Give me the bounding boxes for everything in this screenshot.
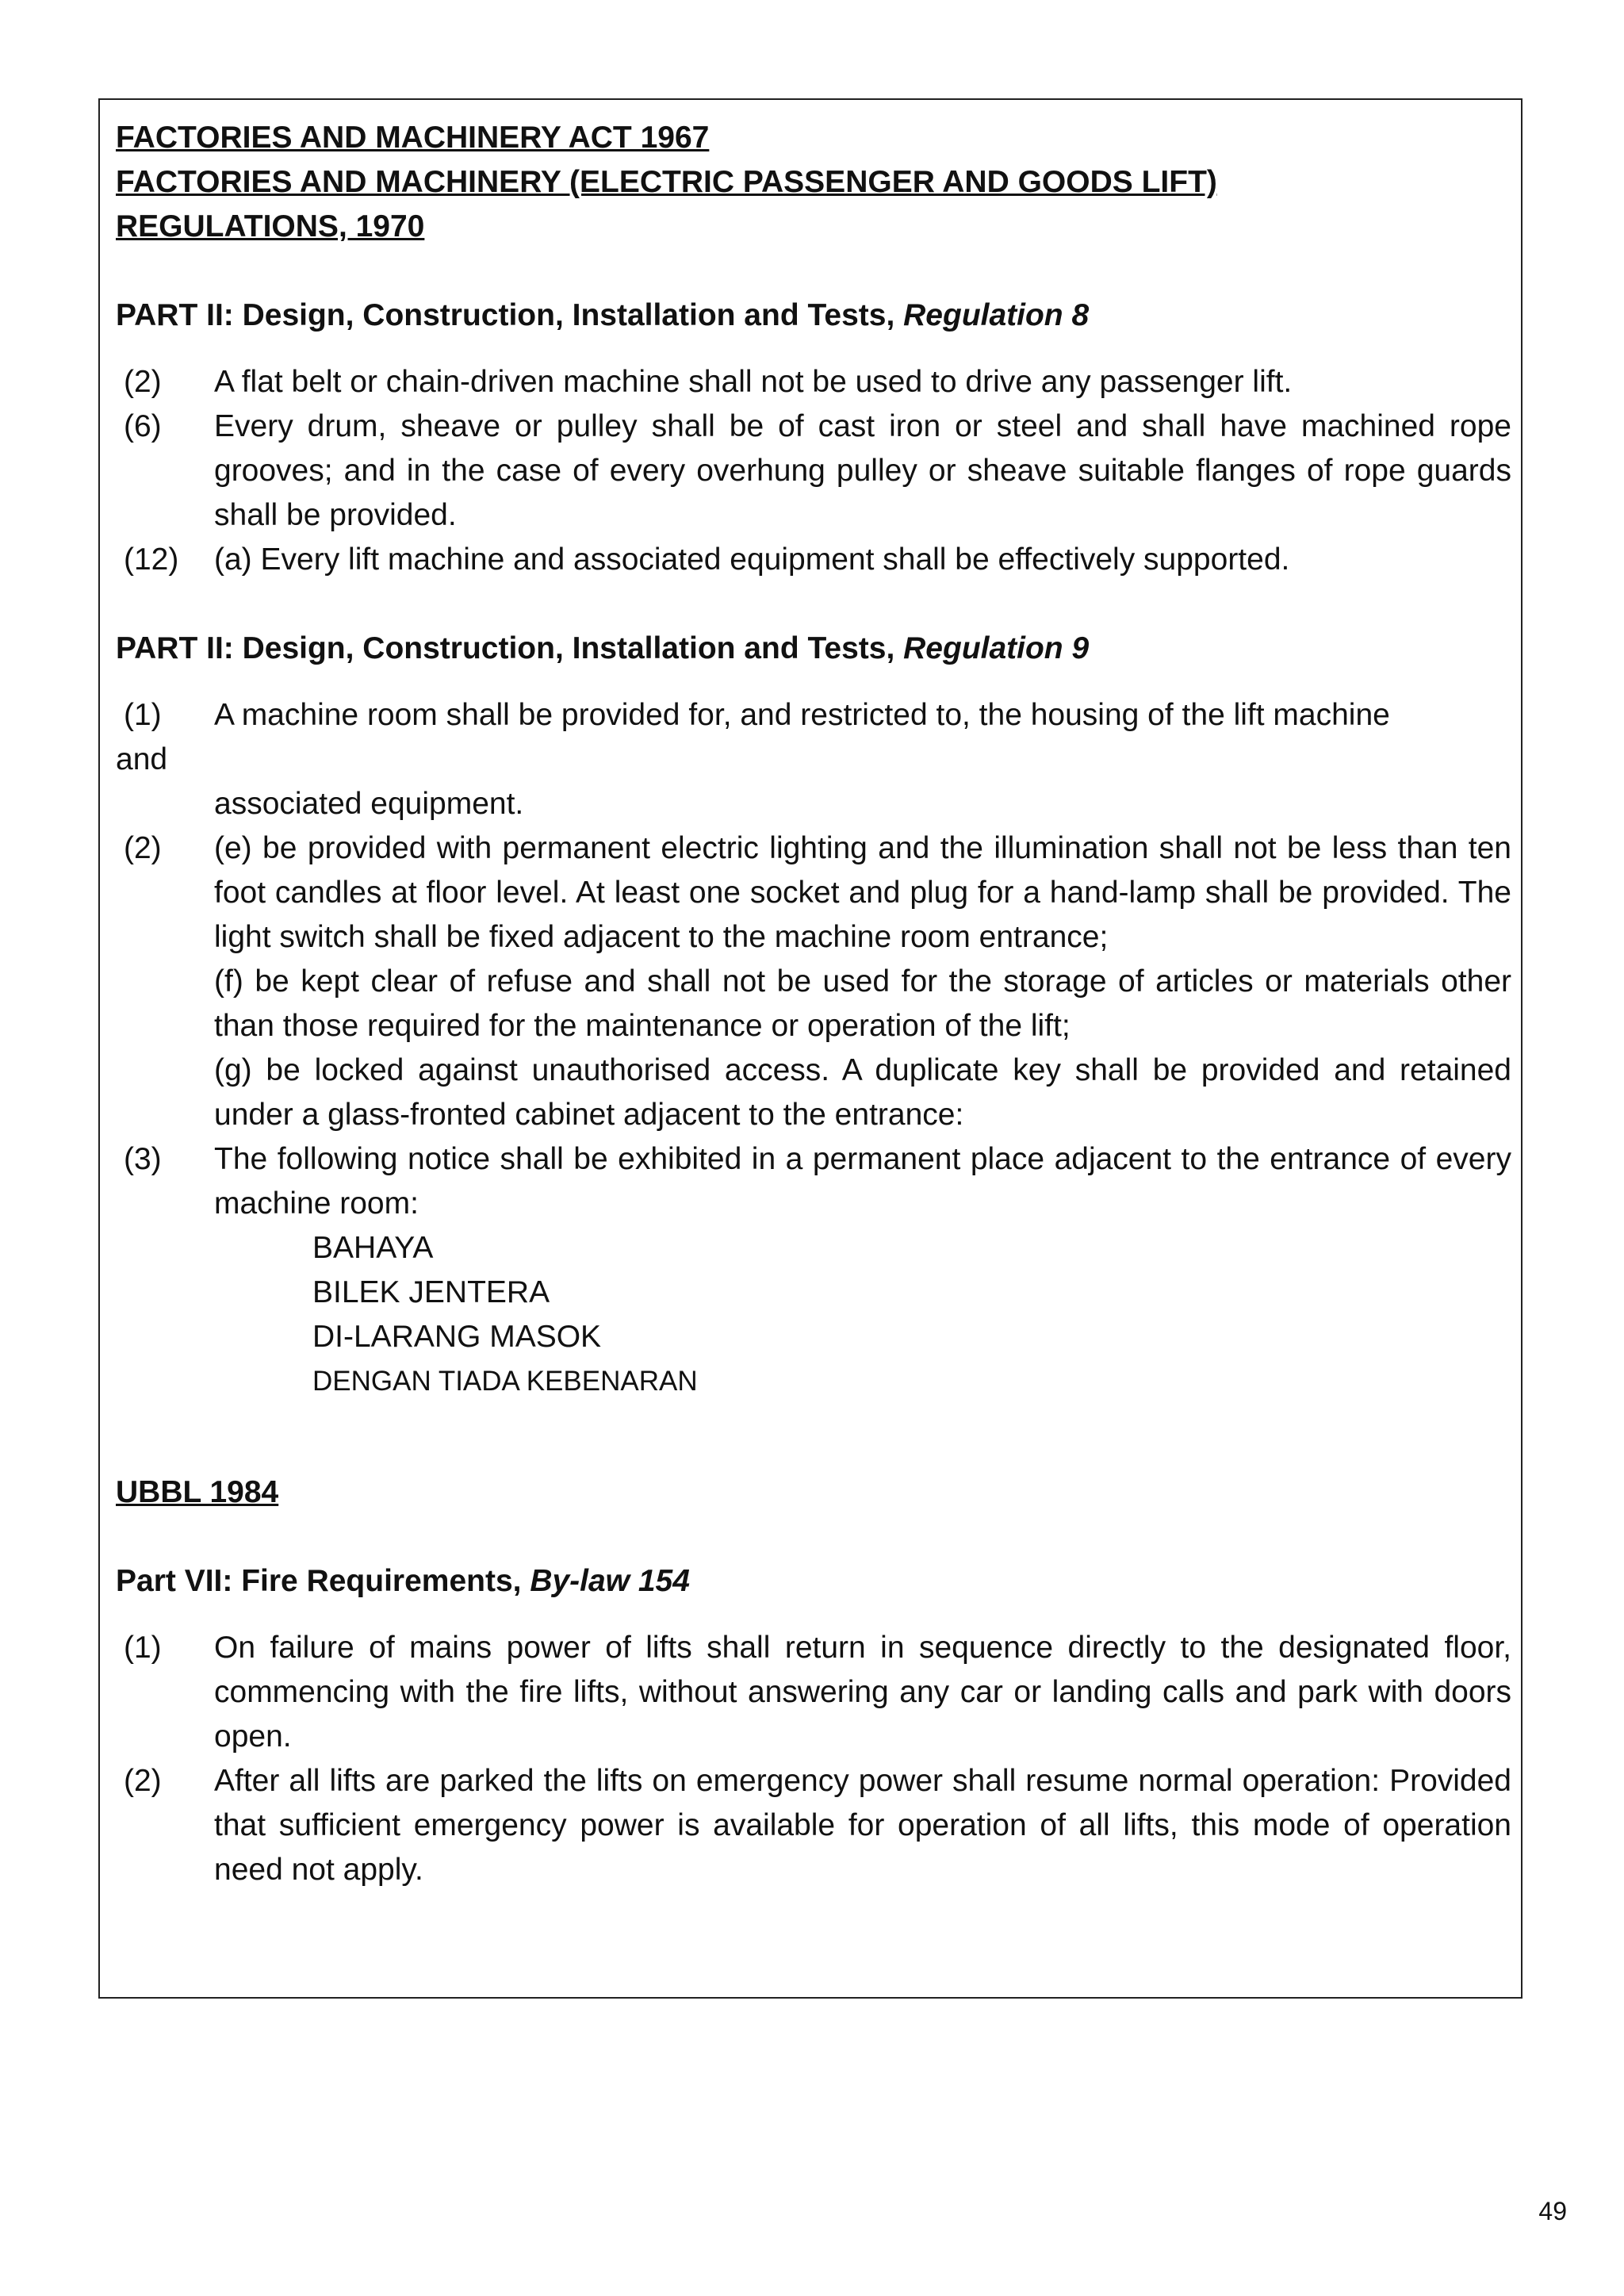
notice-line: BILEK JENTERA xyxy=(312,1275,550,1309)
item-text: After all lifts are parked the lifts on emergency power shall resume normal operation: Provided that sufficient emergency power is available for operation of all lifts, this mode of operation need not apply. xyxy=(214,1764,1511,1887)
reg9-heading-italic: Regulation 9 xyxy=(903,631,1090,665)
page-number: 49 xyxy=(1538,2197,1567,2225)
item-text: A machine room shall be provided for, and restricted to, the housing of the lift machine xyxy=(214,698,1390,732)
item-number: (12) xyxy=(124,542,179,577)
reg8-item xyxy=(116,538,1511,582)
notice-line: BAHAYA xyxy=(312,1231,434,1265)
reg9-heading: PART II: Design, Construction, Installation and Tests, Regulation 9 xyxy=(116,631,1090,665)
item-continuation: associated equipment. xyxy=(214,787,524,821)
item-text-e: (e) be provided with permanent electric lighting and the illumination shall not be less than ten foot candles at floor level. At least one socket and plug for a hand-lamp shall be provided. The light switch shall be fixed adjacent to the machine room entrance; xyxy=(214,831,1511,954)
item-wrap-word: and xyxy=(116,742,168,776)
regulation-title-cont: REGULATIONS, 1970 xyxy=(116,209,425,243)
reg8-item xyxy=(116,404,1511,538)
reg9-item-3 xyxy=(116,1137,1511,1226)
item-text-g: (g) be locked against unauthorised access. A duplicate key shall be provided and retained under a glass-fronted cabinet adjacent to the entrance: xyxy=(214,1053,1511,1132)
item-text: The following notice shall be exhibited in a permanent place adjacent to the entrance of every machine room: xyxy=(214,1142,1511,1221)
item-number: (2) xyxy=(124,365,162,399)
ubbl-heading-italic: By-law 154 xyxy=(530,1564,690,1598)
item-text: (a) Every lift machine and associated equipment shall be effectively supported. xyxy=(214,542,1290,577)
item-number: (3) xyxy=(124,1142,162,1176)
item-number: (1) xyxy=(124,1631,162,1665)
reg9-item-1 xyxy=(116,693,1511,738)
item-text-f: (f) be kept clear of refuse and shall not be used for the storage of articles or materials other than those required for the maintenance or operation of the lift; xyxy=(214,964,1511,1043)
item-number: (2) xyxy=(124,831,162,865)
notice-small-line: DENGAN TIADA KEBENARAN xyxy=(312,1366,698,1397)
item-text: On failure of mains power of lifts shall return in sequence directly to the designated floor, commencing with the fire lifts, without answering any car or landing calls and park with doors open. xyxy=(214,1631,1511,1754)
reg8-heading: PART II: Design, Construction, Installation and Tests, Regulation 8 xyxy=(116,298,1090,332)
reg8-heading-italic: Regulation 8 xyxy=(903,298,1090,332)
item-number: (1) xyxy=(124,698,162,732)
document-body xyxy=(116,116,1511,1892)
notice-line: DI-LARANG MASOK xyxy=(312,1320,602,1354)
ubbl-heading: Part VII: Fire Requirements, By-law 154 xyxy=(116,1564,690,1598)
ubbl-item xyxy=(116,1626,1511,1759)
ubbl-title: UBBL 1984 xyxy=(116,1475,279,1509)
item-number: (2) xyxy=(124,1764,162,1798)
item-number: (6) xyxy=(124,409,162,443)
regulation-title: FACTORIES AND MACHINERY (ELECTRIC PASSENGER AND GOODS LIFT) xyxy=(116,165,1217,199)
reg9-item-2 xyxy=(116,826,1511,960)
item-text: Every drum, sheave or pulley shall be of cast iron or steel and shall have machined rope grooves; and in the case of every overhung pulley or sheave suitable flanges of rope guards shall be provided. xyxy=(214,409,1511,532)
ubbl-item xyxy=(116,1759,1511,1892)
reg8-item xyxy=(116,360,1511,404)
item-text: A flat belt or chain-driven machine shall not be used to drive any passenger lift. xyxy=(214,365,1293,399)
act-title: FACTORIES AND MACHINERY ACT 1967 xyxy=(116,121,710,155)
